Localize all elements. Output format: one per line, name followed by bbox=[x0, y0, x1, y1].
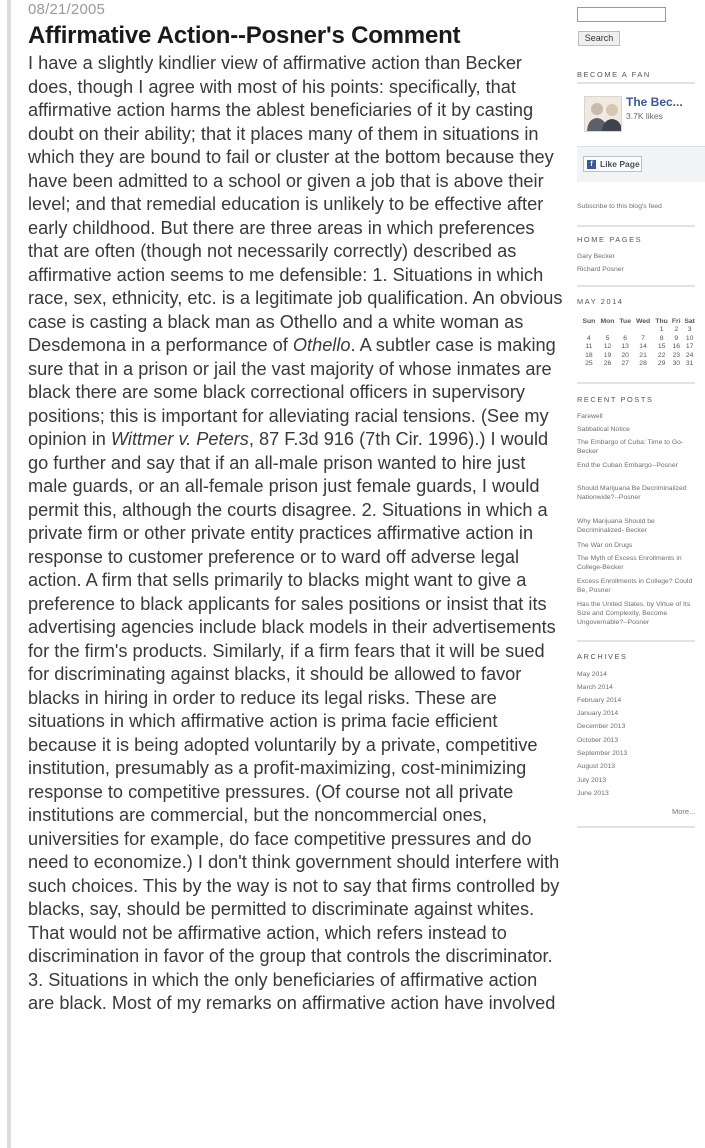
post-body-text-3: , 87 F.3d 916 (7th Cir. 1996).) I would go further and say that if an all-male prison wanted to hire just male guards, or an all-female prison just female guards, I would permit this, although the courts disagree. 2. Situations in which a private firm or other private entity practices affirmative action in response to customer preference or to ward off adverse legal action. A firm that sells primarily to blacks might want to give a preference to black applicants for sales positions or insist that its advertising agencies include black models in their advertisements for the firm's products. Similarly, if a firm fears that it will be sued for discriminating against blacks, it should be allowed to favor blacks in hiring in order to reduce its legal risks. These are situations in which affirmative action is prima facie efficient because it is being adopted voluntarily by a private, competitive institution, presumably as a profit-maximizing, cost-minimizing response to competitive pressures. (Of course not all private institutions are commercial, but the noncommercial ones, universities for example, do face competitive pressures and do need to economize.) I don't think government should interfere with such choices. This by the way is not to say that firms controlled by blacks, say, should be permitted to discriminate against whites. That would not be affirmative action, which refers instead to discrimination in favor of the group that controls the discriminator. 3. Situations in which the only beneficiaries of affirmative action are black. Most of my remarks on affirmative action have involved bbox=[28, 429, 560, 1013]
calendar-day bbox=[633, 326, 653, 335]
calendar-day: 16 bbox=[672, 343, 681, 350]
calendar-day: 11 bbox=[585, 343, 593, 350]
main-column bbox=[28, 0, 568, 1148]
archives-heading: ARCHIVES bbox=[577, 652, 628, 661]
archive-link[interactable]: May 2014 bbox=[577, 671, 607, 678]
calendar-day-name: Tue bbox=[619, 318, 631, 325]
page-left-border bbox=[7, 0, 11, 1148]
calendar-day: 14 bbox=[639, 343, 647, 350]
calendar-day: 9 bbox=[674, 334, 679, 342]
post-body-italic-case: Wittmer v. Peters bbox=[110, 429, 249, 449]
calendar-day: 24 bbox=[685, 351, 694, 359]
archive-link[interactable]: December 2013 bbox=[577, 723, 626, 730]
archive-link[interactable]: January 2014 bbox=[577, 710, 619, 717]
post-body bbox=[28, 52, 568, 1016]
divider bbox=[577, 225, 695, 227]
divider bbox=[577, 826, 695, 828]
divider bbox=[577, 382, 695, 384]
sidebar bbox=[577, 0, 695, 1148]
calendar-day: 23 bbox=[672, 351, 681, 359]
calendar-day-name: Sun bbox=[582, 318, 596, 325]
calendar-day: 31 bbox=[685, 360, 694, 367]
calendar-day: 4 bbox=[587, 334, 591, 342]
calendar-day-name: Mon bbox=[600, 318, 615, 325]
calendar-day-name: Thu bbox=[655, 318, 668, 325]
archive-link[interactable]: October 2013 bbox=[577, 737, 619, 744]
calendar-day: 3 bbox=[687, 326, 692, 333]
recent-post-link[interactable]: Has the United States, by Virtue of Its Size and Complexity, Become Ungovernable?--Posner bbox=[577, 601, 691, 626]
post-body-italic-othello: Othello bbox=[292, 335, 351, 355]
fan-box-header bbox=[582, 93, 695, 135]
calendar-heading: MAY 2014 bbox=[577, 297, 624, 306]
recent-post-link[interactable]: Should Marijuana Be Decriminalized Nationwide?--Posner bbox=[577, 485, 687, 501]
calendar-day: 7 bbox=[641, 334, 645, 342]
fan-page-name[interactable]: The Bec... bbox=[626, 95, 683, 109]
calendar-day: 28 bbox=[639, 360, 647, 367]
archive-link[interactable]: March 2014 bbox=[577, 684, 613, 691]
calendar-day: 8 bbox=[659, 334, 664, 342]
recent-posts-heading: RECENT POSTS bbox=[577, 395, 654, 404]
recent-post-link[interactable]: End the Cuban Embargo--Posner bbox=[577, 462, 678, 469]
calendar-day: 5 bbox=[605, 334, 610, 342]
recent-post-link[interactable]: Farewell bbox=[577, 413, 603, 420]
calendar-day: 13 bbox=[621, 343, 629, 350]
recent-post-link[interactable]: The Embargo of Cuba: Time to Go- Becker bbox=[577, 439, 684, 455]
archive-link[interactable]: February 2014 bbox=[577, 697, 622, 704]
calendar-day: 18 bbox=[585, 351, 593, 359]
facebook-icon: f bbox=[587, 160, 596, 169]
recent-post-link[interactable]: Why Marijuana Should be Decriminalized- Becker bbox=[577, 518, 655, 534]
calendar-day: 2 bbox=[674, 326, 679, 333]
recent-post-link[interactable]: The Myth of Excess Enrollments in College-Becker bbox=[577, 555, 682, 571]
portrait-photo-icon bbox=[585, 97, 622, 132]
calendar-week bbox=[580, 352, 697, 361]
divider bbox=[577, 640, 695, 642]
home-pages-heading: HOME PAGES bbox=[577, 235, 643, 244]
calendar-day-names bbox=[580, 317, 697, 326]
recent-post-link[interactable]: Excess Enrollments in College? Could Be, Posner bbox=[577, 578, 693, 594]
home-page-link-posner[interactable]: Richard Posner bbox=[577, 266, 624, 273]
recent-post-link[interactable]: The War on Drugs bbox=[577, 542, 633, 549]
subscribe-feed-link[interactable]: Subscribe to this blog's feed bbox=[577, 203, 662, 210]
archive-link[interactable]: August 2013 bbox=[577, 763, 616, 770]
archive-link[interactable]: September 2013 bbox=[577, 750, 628, 757]
calendar-day: 29 bbox=[657, 360, 666, 367]
post-body-text-1: I have a slightly kindlier view of affirmative action than Becker does, though I agree with most of his points: specifically, that affirmative action harms the ablest beneficiaries of it by casting doubt on their ability; that it places many of them in situations in which they are bound to fail or cluster at the bottom because they have been admitted to a school or given a job that is above their level; and that remedial education is unlikely to be effective after early childhood. But there are three areas in which preferences that are often (though not necessarily correctly) described as affirmative action seems to me defensible: 1. Situations in which race, sex, ethnicity, etc. is a legitimate job qualification. An obvious case is casting a black man as Othello and a white woman as Desdemona in a performance of bbox=[28, 53, 563, 355]
like-page-label: Like Page bbox=[600, 159, 640, 169]
search-button[interactable]: Search bbox=[578, 31, 620, 46]
calendar-day: 25 bbox=[585, 360, 593, 367]
calendar-day bbox=[598, 326, 617, 335]
calendar-day: 20 bbox=[621, 351, 629, 359]
calendar-day: 17 bbox=[685, 343, 694, 350]
calendar-day-name: Wed bbox=[635, 318, 651, 325]
fan-box-footer bbox=[577, 146, 705, 182]
facebook-fan-box bbox=[577, 84, 705, 182]
home-page-link-becker[interactable]: Gary Becker bbox=[577, 253, 615, 260]
become-fan-heading: BECOME A FAN bbox=[577, 70, 651, 79]
divider bbox=[577, 285, 695, 287]
calendar-day-name: Fri bbox=[671, 318, 681, 325]
calendar-table bbox=[580, 317, 697, 369]
calendar-day-name: Sat bbox=[684, 318, 695, 325]
calendar-day: 15 bbox=[657, 343, 666, 350]
calendar-week bbox=[580, 326, 697, 335]
search-input[interactable] bbox=[577, 7, 666, 22]
calendar-day: 6 bbox=[623, 334, 628, 342]
calendar-day: 1 bbox=[659, 326, 664, 333]
fan-page-photo[interactable] bbox=[584, 96, 622, 132]
calendar-day: 19 bbox=[603, 351, 612, 359]
calendar-week bbox=[580, 360, 697, 369]
post-title: Affirmative Action--Posner's Comment bbox=[28, 22, 461, 49]
calendar-day: 22 bbox=[657, 351, 666, 359]
calendar-week bbox=[580, 335, 697, 344]
calendar-day: 10 bbox=[685, 334, 694, 342]
recent-post-link[interactable]: Sabbatical Notice bbox=[577, 426, 630, 433]
like-page-button[interactable] bbox=[583, 156, 642, 172]
calendar-day: 26 bbox=[603, 360, 612, 367]
archive-link[interactable]: June 2013 bbox=[577, 790, 609, 797]
calendar-day bbox=[617, 326, 633, 335]
post-date: 08/21/2005 bbox=[28, 1, 106, 18]
archives-more-link[interactable]: More... bbox=[672, 807, 696, 816]
archive-link[interactable]: July 2013 bbox=[577, 777, 607, 784]
calendar-week bbox=[580, 343, 697, 352]
calendar-day: 21 bbox=[639, 351, 647, 359]
post-body-text-2: . A subtler case is making sure that in a prison or jail the vast majority of whose inmates are black there are some black correctional officers in supervisory positions; this is important for alleviating racial tensions. (See my opinion in bbox=[28, 335, 556, 449]
calendar-day: 30 bbox=[672, 360, 681, 367]
calendar-day bbox=[580, 326, 598, 335]
calendar-day: 12 bbox=[603, 343, 612, 350]
calendar-day: 27 bbox=[621, 360, 629, 367]
fan-page-likes: 3.7K likes bbox=[626, 111, 663, 121]
